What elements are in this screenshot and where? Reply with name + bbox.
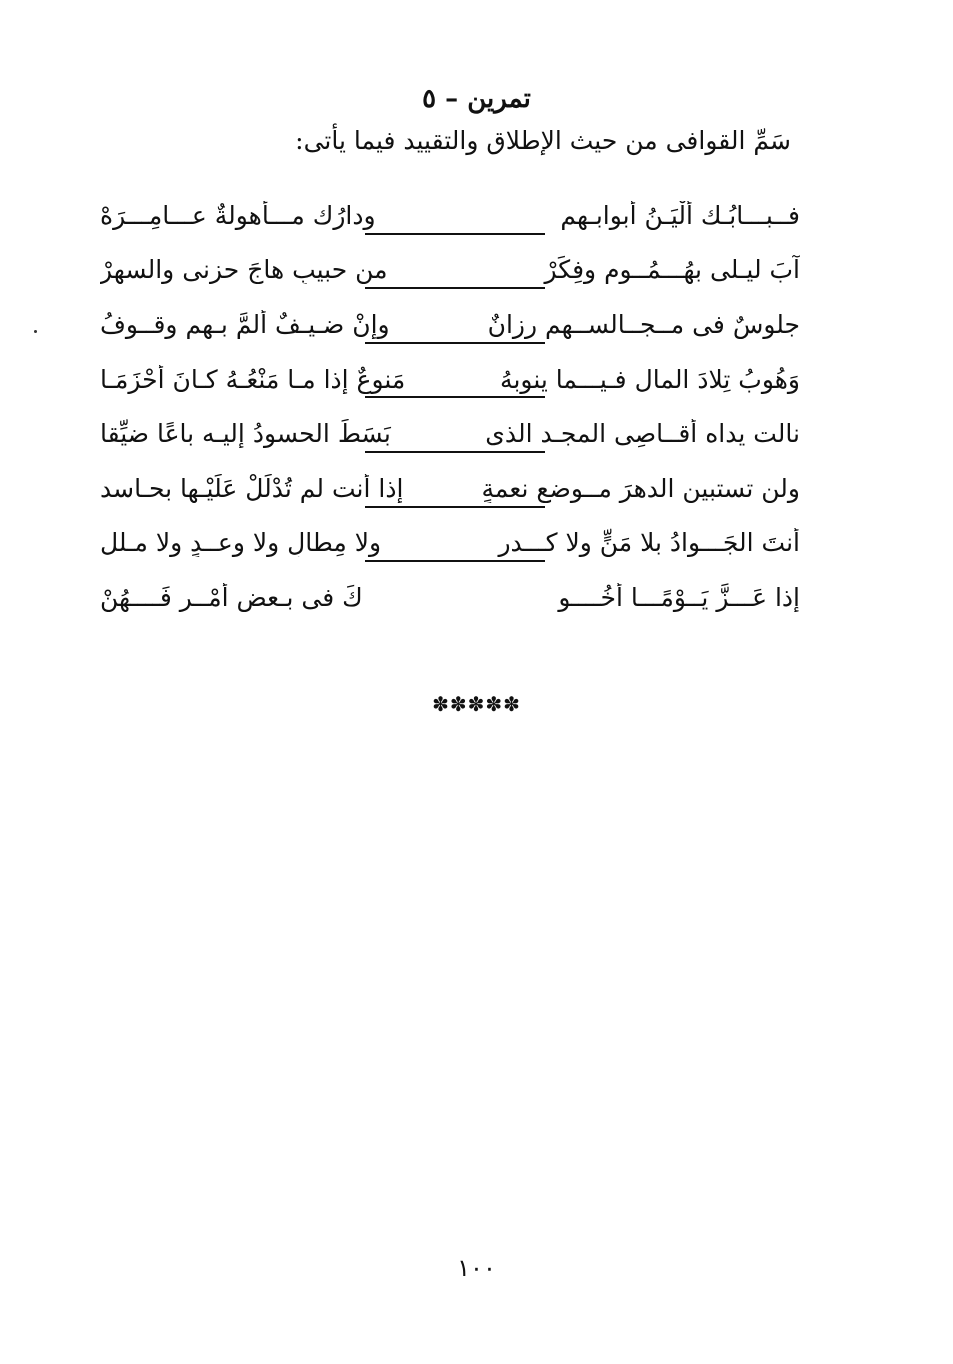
verse-first-hemistich: إذا عَـــزَّ يَــوْمًـــا أخُــــو	[558, 582, 800, 612]
verse-line	[100, 406, 800, 461]
verse-line	[100, 297, 800, 352]
verse-second-hemistich: من حبيبٍ هاجَ حزنى والسهرْ	[100, 255, 388, 285]
verse-first-hemistich: وَهُوبُ تِلادَ المال فـيـــما ينوبهُ	[500, 364, 800, 394]
verse-line	[100, 461, 800, 516]
exercise-title: تمرين – ٥	[422, 84, 531, 114]
verse-underline	[365, 451, 545, 453]
verse-line	[100, 243, 800, 298]
verse-first-hemistich: ولن تستبين الدهرَ مــوضع نعمةٍ	[481, 473, 800, 503]
verse-line	[100, 570, 800, 625]
verse-line	[100, 188, 800, 243]
verse-second-hemistich: كَ فى بـعضِ أمْــرٍ فَــــهُنْ	[100, 582, 363, 612]
verse-underline	[365, 396, 545, 398]
verse-first-hemistich: آبَ ليـلى بهُـــمُــوم وفِكَرْ	[544, 255, 800, 285]
verse-second-hemistich: ودارُك مـــأهولةٌ عـــامِـــرَهْ	[100, 200, 376, 230]
verse-underline	[365, 506, 545, 508]
verse-second-hemistich: إذا أنت لم تُدْلَلْ عَلَيْـها بحـاسد	[100, 473, 404, 503]
verse-second-hemistich: بَسَطَ الحسودُ إليـه باعًا ضيِّقا	[100, 419, 391, 449]
page-number: ١٠٠	[457, 1254, 496, 1282]
verse-first-hemistich: أنتَ الجَـــوادُ بلا مَنٍّ ولا كـــدرٍ	[498, 528, 800, 558]
verse-line	[100, 352, 800, 407]
exercise-instruction: سَمِّ القوافى من حيث الإطلاق والتقييد فيما يأتى:	[295, 126, 791, 155]
verse-underline	[365, 287, 545, 289]
verse-line	[100, 516, 800, 571]
verse-first-hemistich: فــبـــابُـك أَلْيَـنُ أبوابـهم	[560, 200, 800, 230]
verse-underline	[365, 560, 545, 562]
verse-second-hemistich: مَنوعٌ إذا مـا مَنْعُـهُ كـانَ أحْزَمَـا	[100, 364, 406, 394]
verse-second-hemistich: ولا مِطالٍ ولا وعــدٍ ولا مـللِ	[100, 528, 382, 558]
section-ornament: ✽✽✽✽✽	[432, 692, 521, 716]
verse-underline	[365, 342, 545, 344]
verse-first-hemistich: نالت يداه أقــاصِى المجـد الذى	[485, 419, 800, 449]
scan-speck	[34, 330, 37, 333]
verse-list	[100, 188, 800, 625]
verse-underline	[365, 233, 545, 235]
verse-second-hemistich: وإنْ ضـيـفٌ ألمَّ بـهم وقــوفُ	[100, 309, 390, 339]
verse-first-hemistich: جلوسٌ فى مــجــالســهم رزانٌ	[487, 309, 800, 339]
